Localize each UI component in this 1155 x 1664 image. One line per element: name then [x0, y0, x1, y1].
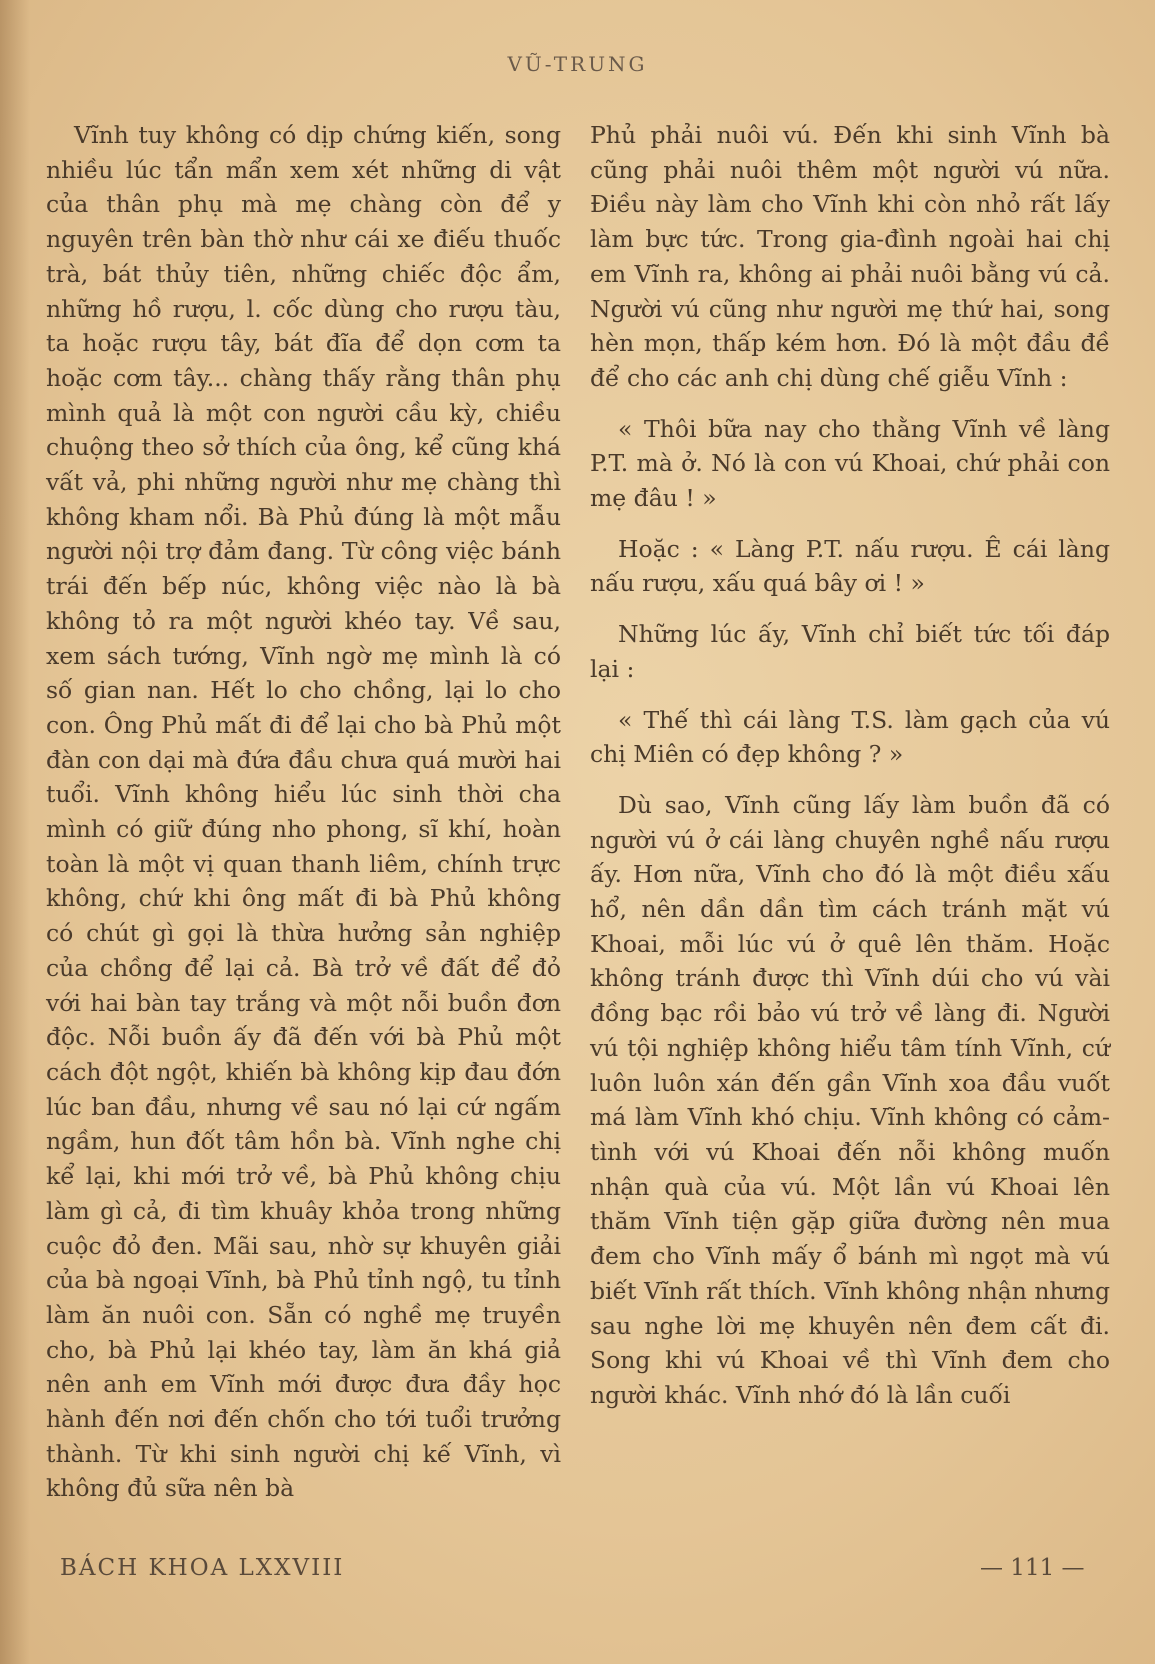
- right-quote-1: « Thôi bữa nay cho thằng Vĩnh về làng P.T. mà ở. Nó là con vú Khoai, chứ phải con mẹ đâu ! »: [590, 414, 1110, 513]
- page-edge-shadow: [0, 0, 30, 1664]
- right-column: [590, 118, 1110, 1413]
- left-column-paragraph: Vĩnh tuy không có dịp chứng kiến, song nhiều lúc tẩn mẩn xem xét những di vật của thân phụ mà mẹ chàng còn để y nguyên trên bàn thờ như cái xe điếu thuốc trà, bát thủy tiên, những chiếc độc ẩm, những hồ rượu, l. cốc dùng cho rượu tàu, ta hoặc rượu tây, bát đĩa để dọn cơm ta hoặc cơm tây... chàng thấy rằng thân phụ mình quả là một con người cầu kỳ, chiều chuộng theo sở thích của ông, kể cũng khá vất vả, phi những người như mẹ chàng thì không kham nổi. Bà Phủ đúng là một mẫu người nội trợ đảm đang. Từ công việc bánh trái đến bếp núc, không việc nào là bà không tỏ ra một người khéo tay. Về sau, xem sách tướng, Vĩnh ngờ mẹ mình là có số gian nan. Hết lo cho chồng, lại lo cho con. Ông Phủ mất đi để lại cho bà Phủ một đàn con dại mà đứa đầu chưa quá mười hai tuổi. Vĩnh không hiểu lúc sinh thời cha mình có giữ đúng nho phong, sĩ khí, hoàn toàn là một vị quan thanh liêm, chính trực không, chứ khi ông mất đi bà Phủ không có chút gì gọi là thừa hưởng sản nghiệp của chồng để lại cả. Bà trở về đất để đỏ với hai bàn tay trắng và một nỗi buồn đơn độc. Nỗi buồn ấy đã đến với bà Phủ một cách đột ngột, khiến bà không kịp đau đớn lúc ban đầu, nhưng về sau nó lại cứ ngấm ngầm, hun đốt tâm hồn bà. Vĩnh nghe chị kể lại, khi mới trở về, bà Phủ không chịu làm gì cả, đi tìm khuây khỏa trong những cuộc đỏ đen. Mãi sau, nhờ sự khuyên giải của bà ngoại Vĩnh, bà Phủ tỉnh ngộ, tu tỉnh làm ăn nuôi con. Sẵn có nghề mẹ truyền cho, bà Phủ lại khéo tay, làm ăn khá giả nên anh em Vĩnh mới được đưa đầy học hành đến nơi đến chốn cho tới tuổi trưởng thành. Từ khi sinh người chị kế Vĩnh, vì không đủ sữa nên bà: [46, 121, 561, 1503]
- right-paragraph-2: Hoặc : « Làng P.T. nấu rượu. Ê cái làng nấu rượu, xấu quá bây ơi ! »: [590, 534, 1110, 598]
- right-quote-2: « Thế thì cái làng T.S. làm gạch của vú chị Miên có đẹp không ? »: [590, 705, 1110, 769]
- right-paragraph-1: Phủ phải nuôi vú. Đến khi sinh Vĩnh bà cũng phải nuôi thêm một người vú nữa. Điều này làm cho Vĩnh khi còn nhỏ rất lấy làm bực tức. Trong gia-đình ngoài hai chị em Vĩnh ra, không ai phải nuôi bằng vú cả. Người vú cũng như người mẹ thứ hai, song hèn mọn, thấp kém hơn. Đó là một đầu đề để cho các anh chị dùng chế giễu Vĩnh :: [590, 121, 1110, 392]
- left-column: [46, 118, 561, 1506]
- right-paragraph-3: Những lúc ấy, Vĩnh chỉ biết tức tối đáp lại :: [590, 620, 1110, 683]
- publication-footer: BÁCH KHOA LXXVIII: [60, 1555, 345, 1581]
- page-number: — 111 —: [980, 1555, 1085, 1581]
- right-paragraph-4: Dù sao, Vĩnh cũng lấy làm buồn đã có người vú ở cái làng chuyên nghề nấu rượu ấy. Hơn nữa, Vĩnh cho đó là một điều xấu hổ, nên dần dần tìm cách tránh mặt vú Khoai, mỗi lúc vú ở quê lên thăm. Hoặc không tránh được thì Vĩnh dúi cho vú vài đồng bạc rồi bảo vú trở về làng đi. Người vú tội nghiệp không hiểu tâm tính Vĩnh, cứ luôn luôn xán đến gần Vĩnh xoa đầu vuốt má làm Vĩnh khó chịu. Vĩnh không có cảm-tình với vú Khoai đến nỗi không muốn nhận quà của vú. Một lần vú Khoai lên thăm Vĩnh tiện gặp giữa đường nên mua đem cho Vĩnh mấy ổ bánh mì ngọt mà vú biết Vĩnh rất thích. Vĩnh không nhận nhưng sau nghe lời mẹ khuyên nên đem cất đi. Song khi vú Khoai về thì Vĩnh đem cho người khác. Vĩnh nhớ đó là lần cuối: [590, 790, 1110, 1409]
- running-head: VŨ-TRUNG: [507, 52, 648, 76]
